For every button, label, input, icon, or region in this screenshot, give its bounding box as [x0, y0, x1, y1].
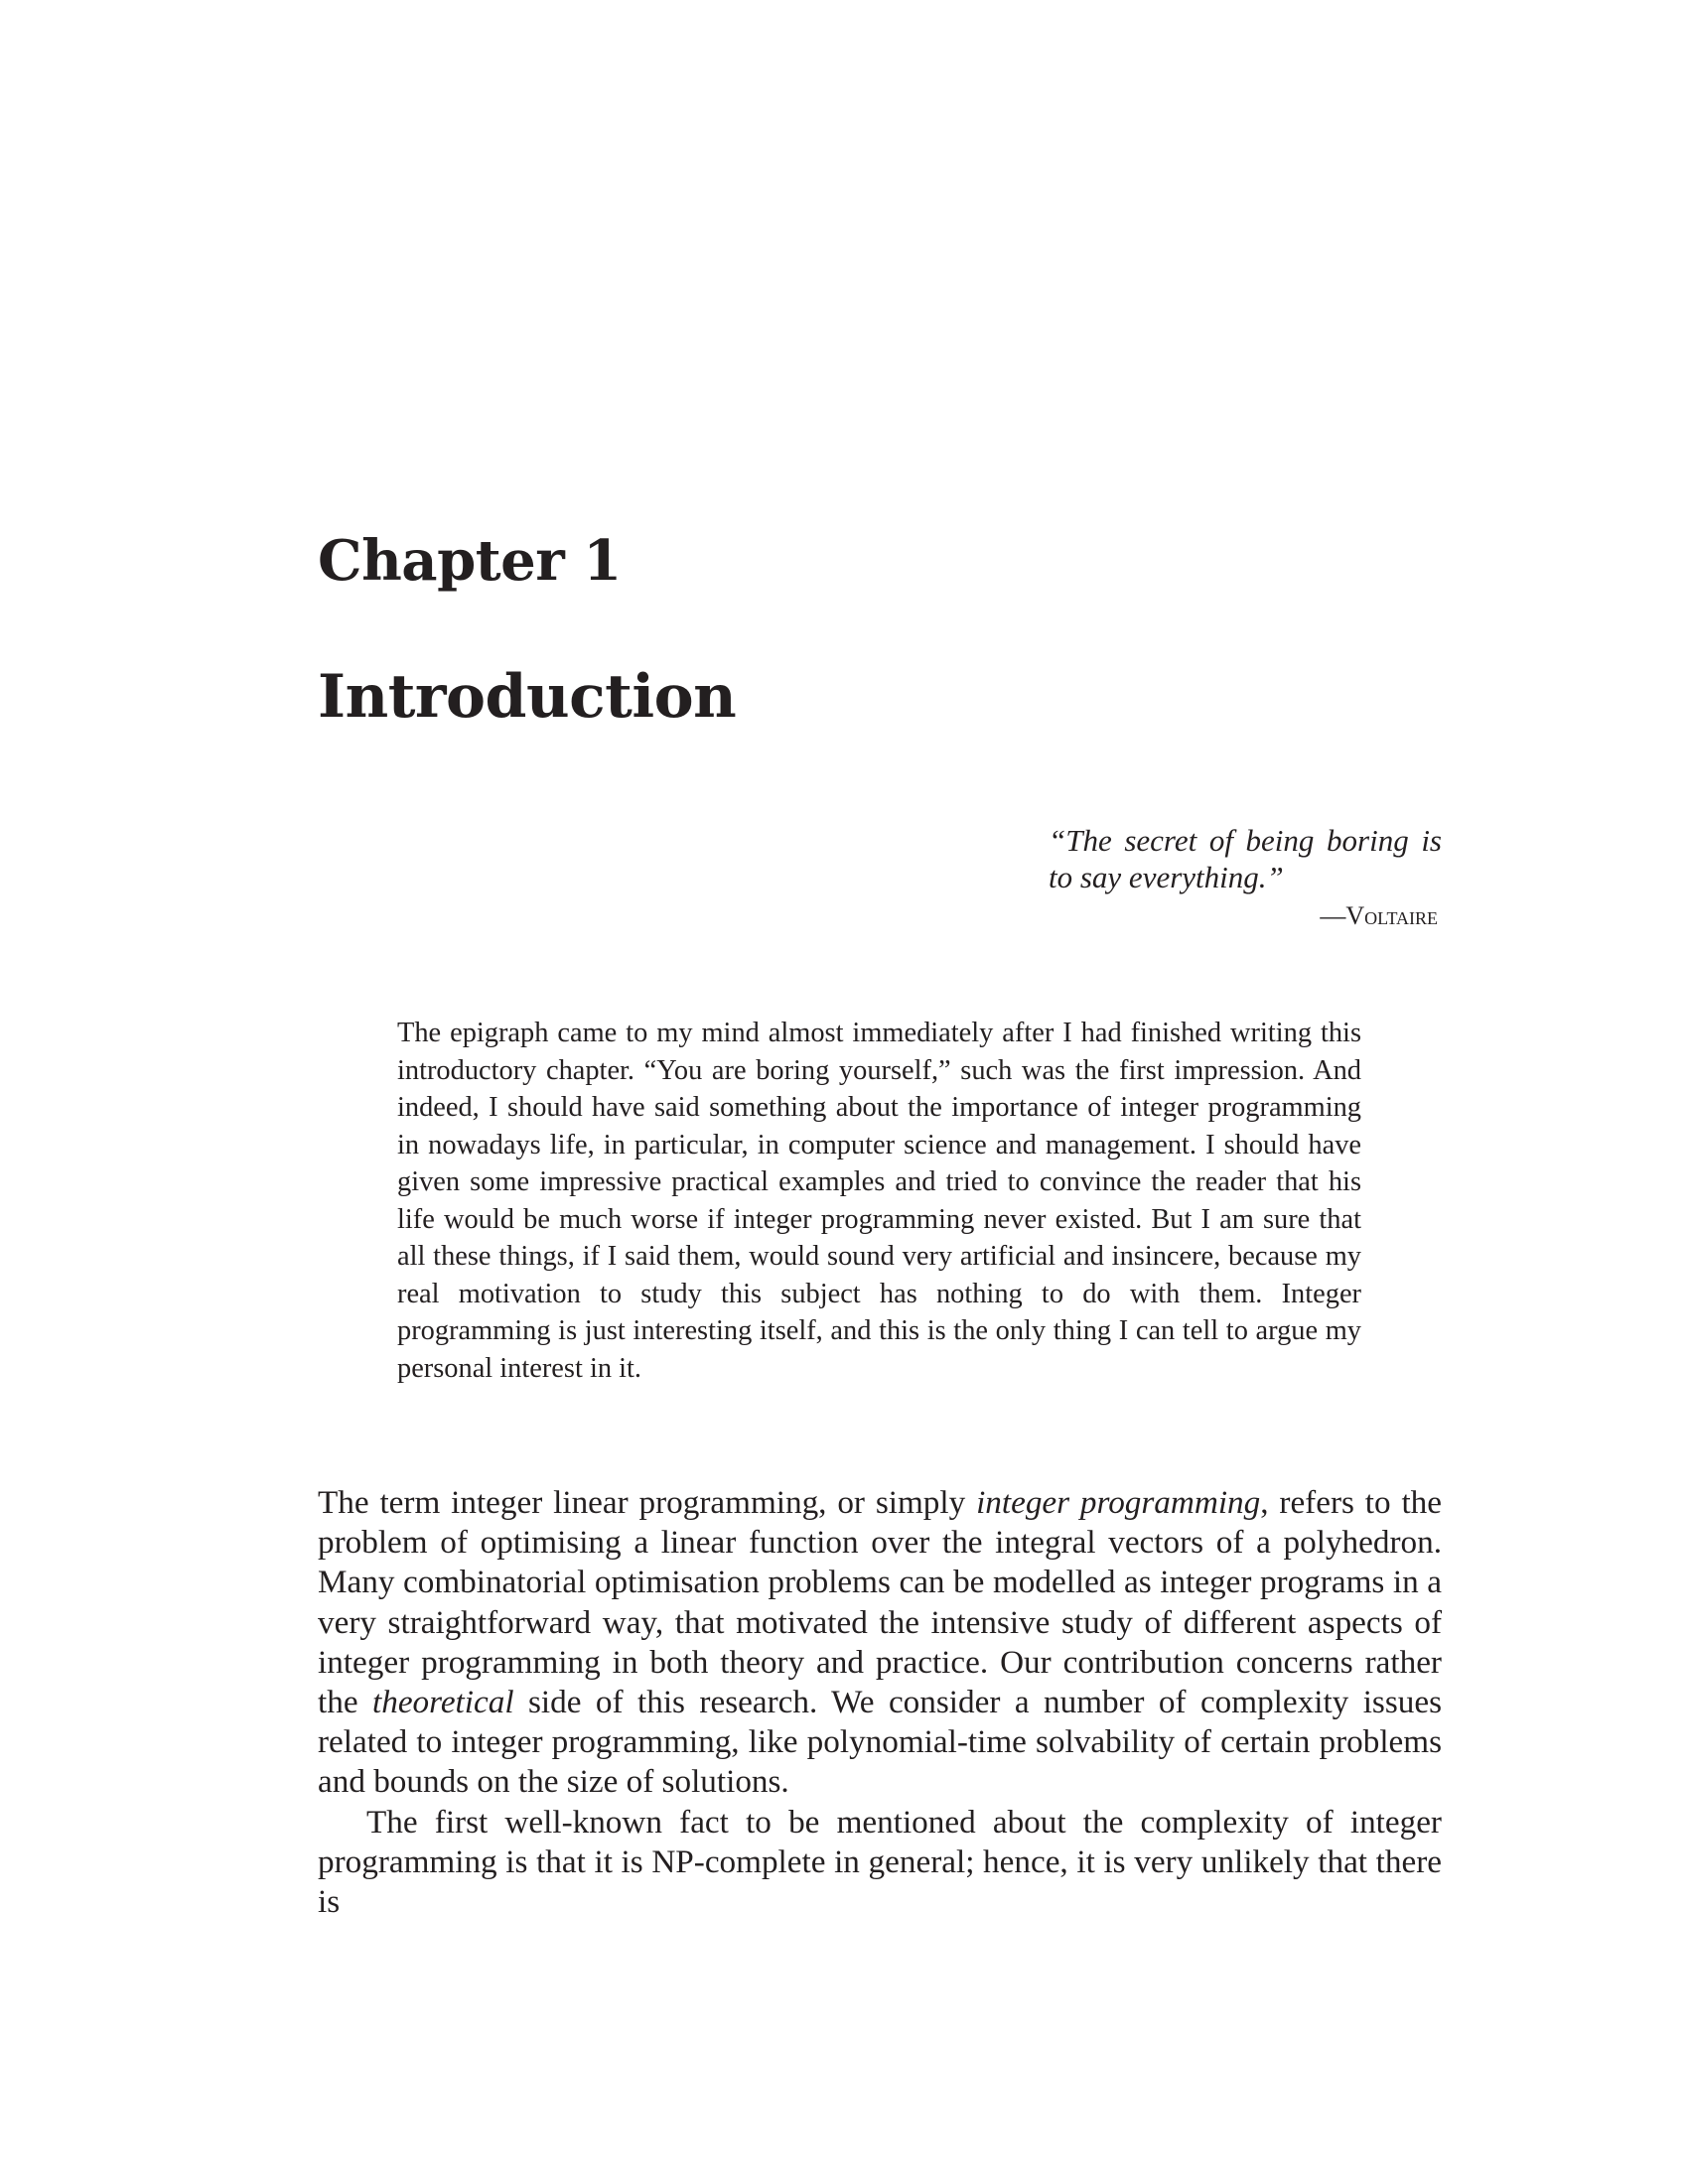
body-paragraph-1-text-a: The term integer linear programming, or simply: [318, 1484, 977, 1521]
epigraph-quote: “The secret of being boring is to say everything.”: [1049, 823, 1442, 894]
chapter-number: Chapter 1: [318, 528, 622, 594]
preface-paragraph: The epigraph came to my mind almost immediately after I had finished writing this introductory chapter. “You are boring yourself,” such was the first impression. And indeed, I should have said something about the importance of integer programming in nowadays life, in particular, in computer science and management. I should have given some impressive practical examples and tried to convince the reader that his life would be much worse if integer programming never existed. But I am sure that all these things, if I said them, would sound very artificial and insincere, because my real motivation to study this subject has nothing to do with them. Integer programming is just interesting itself, and this is the only thing I can tell to argue my personal interest in it.: [397, 1018, 1361, 1384]
chapter-title: Introduction: [318, 662, 737, 732]
epigraph: [1049, 822, 1442, 933]
body-paragraph-2: The first well-known fact to be mentioned about the complexity of integer programming is that it is NP-complete in general; hence, it is very unlikely that there is: [318, 1803, 1442, 1921]
main-text: [318, 1483, 1442, 1922]
epigraph-author: —Voltaire: [1320, 901, 1438, 930]
body-paragraph-1-text-c: side of this research. We consider a number of complexity issues related to integer programming, like polynomial-time solvability of certain problems and bounds on the size of solutions.: [318, 1684, 1442, 1801]
body-paragraph-1: [318, 1483, 1442, 1803]
emphasis-theoretical: theoretical: [372, 1684, 514, 1721]
emphasis-integer-programming: integer programming: [976, 1484, 1261, 1521]
body-paragraph-1-text-b: , refers to the problem of optimising a linear function over the integral vectors of a polyhedron. Many combinatorial optimisation problems can be modelled as integer programs in a very straightforward way, that motivated the intensive study of different aspects of integer programming in both theory and practice. Our contribution concerns rather the: [318, 1484, 1443, 1721]
